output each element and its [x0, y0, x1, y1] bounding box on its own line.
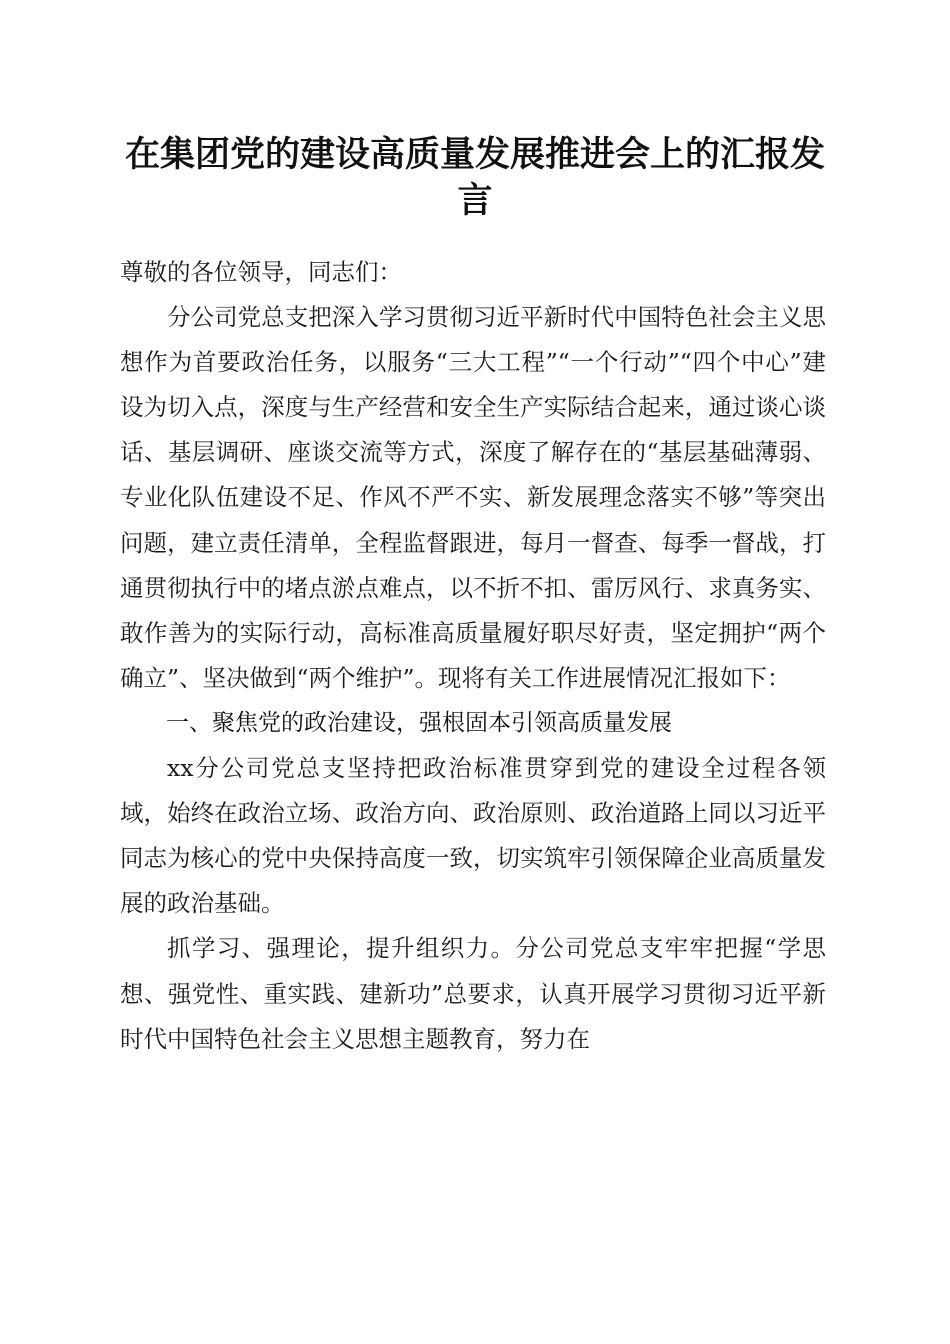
section-paragraph: xx分公司党总支坚持把政治标准贯穿到党的建设全过程各领域，始终在政治立场、政治方向、政治原则、政治道路上同以习近平同志为核心的党中央保持高度一致，切实筑牢引领保障企业高质量发展的政治基础。	[120, 754, 826, 918]
document-body	[120, 250, 826, 1062]
section-paragraph-continued: 抓学习、强理论，提升组织力。分公司党总支牢牢把握“学思想、强党性、重实践、建新功”总要求，认真开展学习贯彻习近平新时代中国特色社会主义思想主题教育，努力在	[120, 934, 826, 1053]
greeting-line: 尊敬的各位领导，同志们：	[120, 258, 402, 286]
section-heading: 一、聚焦党的政治建设，强根固本引领高质量发展	[166, 709, 672, 736]
document-title: 在集团党的建设高质量发展推进会上的汇报发言	[124, 134, 825, 221]
intro-paragraph: 分公司党总支把深入学习贯彻习近平新时代中国特色社会主义思想作为首要政治任务，以服务“三大工程”“一个行动”“四个中心”建设为切入点，深度与生产经营和安全生产实际结合起来，通过谈心谈话、基层调研、座谈交流等方式，深度了解存在的“基层基础薄弱、专业化队伍建设不足、作风不严不实、新发展理念落实不够”等突出问题，建立责任清单，全程监督跟进，每月一督查、每季一督战，打通贯彻执行中的堵点淤点难点，以不折不扣、雷厉风行、求真务实、敢作善为的实际行动，高标准高质量履好职尽好责，坚定拥护“两个确立”、坚决做到“两个维护”。现将有关工作进展情况汇报如下：	[120, 303, 826, 692]
